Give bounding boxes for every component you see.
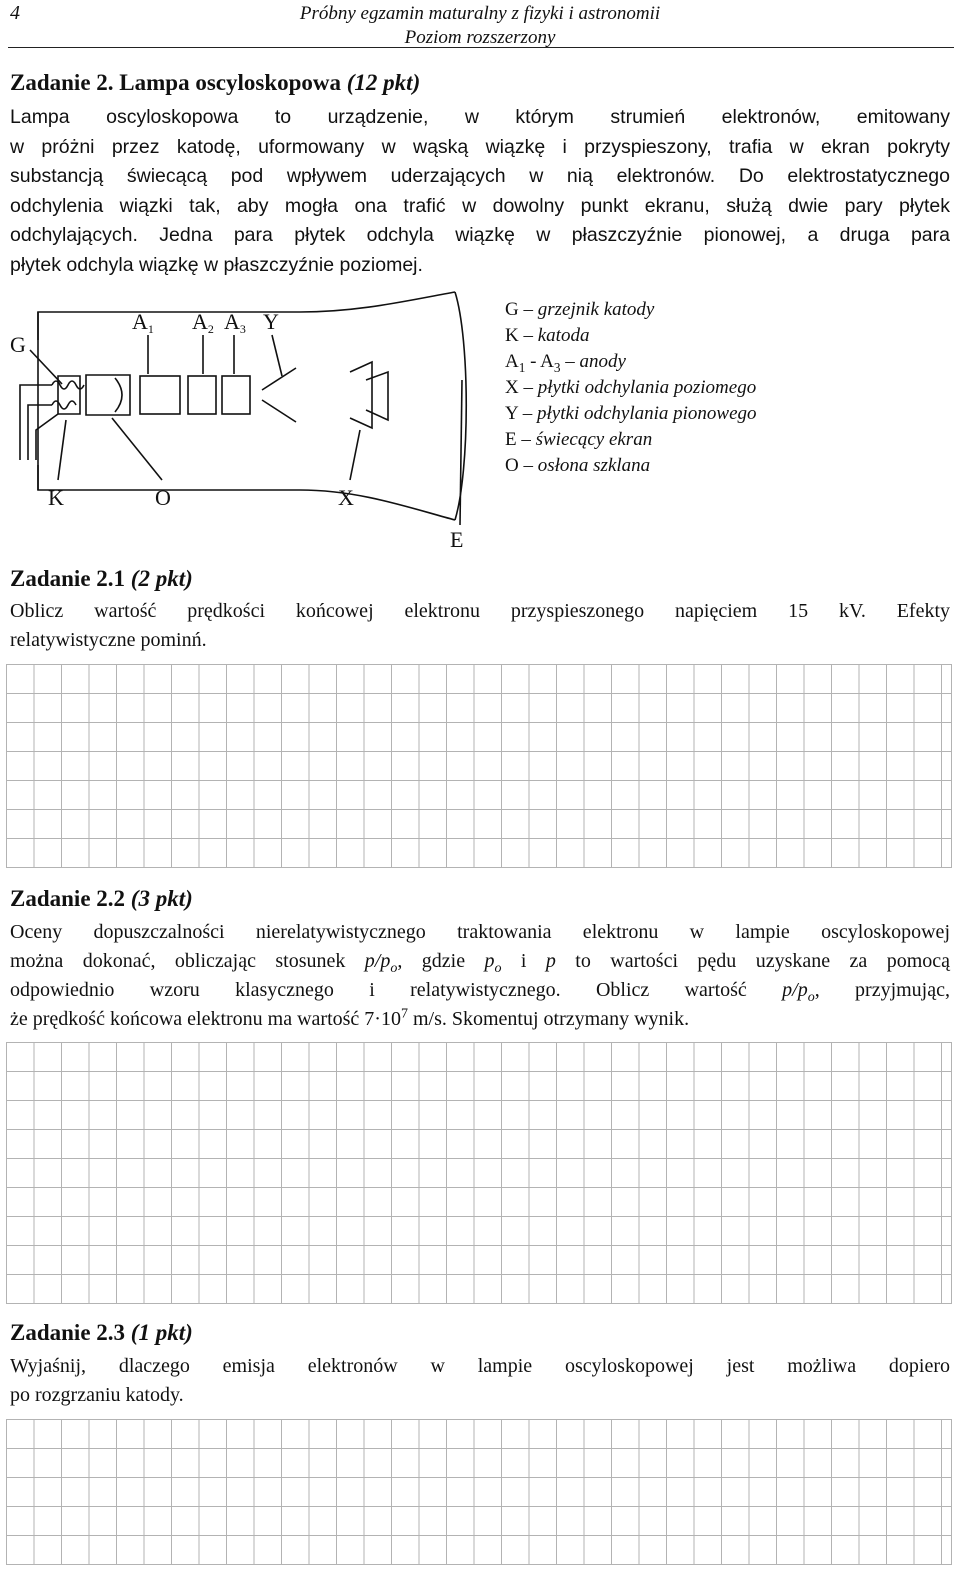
label-a3: A3 [224, 309, 246, 336]
task-line: Wyjaśnij, dlaczego emisja elektronów w lampie oscyloskopowej jest możliwa dopiero [10, 1355, 950, 1377]
anode-a1 [140, 376, 180, 414]
header-title-line1: Próbny egzamin maturalny z fizyki i astronomii [299, 3, 661, 24]
intro-line: płytek odchyla wiązkę w płaszczyźnie poziomej. [10, 253, 423, 276]
legend-row: X – płytki odchylania poziomego [505, 377, 757, 398]
task2-points: (12 pkt) [346, 70, 421, 95]
header-rule [8, 47, 954, 48]
arrow-k [58, 420, 66, 480]
label-o: O [155, 485, 171, 510]
page-header-title [0, 2, 960, 50]
diagram-legend [505, 297, 757, 479]
task-line: odpowiednio wzoru klasycznego i relatywistycznego. Oblicz wartość $p/p_o$, przyjmując, [10, 979, 950, 1005]
intro-line: odchylających. Jedna para płytek odchyla wiązkę w płaszczyźnie pionowej, a druga para [10, 224, 950, 246]
arrow-e [460, 380, 462, 525]
wehnelt-cylinder [86, 375, 130, 415]
task-line: Oceny dopuszczalności nierelatywistycznego traktowania elektronu w lampie oscyloskopowej [10, 921, 950, 943]
heater-wires [20, 385, 58, 460]
task2-2-title: Zadanie 2.2 (3 pkt) [10, 886, 193, 911]
legend-row: E – świecący ekran [505, 429, 653, 450]
answer-grid-2-3[interactable] [6, 1419, 952, 1565]
glass-envelope [38, 292, 455, 520]
task2-title [10, 70, 420, 96]
arrow-y [272, 335, 282, 376]
arrow-o [112, 418, 162, 480]
legend-row: G – grzejnik katody [505, 299, 655, 320]
label-x: X [338, 485, 354, 510]
arrow-x [350, 430, 360, 480]
intro-line: substancją świecącą pod wpływem uderzających w nią elektronów. Do elektrostatycznego [10, 165, 950, 187]
legend-row: O – osłona szklana [505, 455, 651, 476]
task2-1-text [10, 597, 950, 655]
task2-2-text [10, 918, 950, 1034]
plates-y [262, 368, 296, 422]
intro-line: w próżni przez katodę, uformowany w wąską wiązkę i przyspieszony, trafia w ekran pokryty [10, 135, 950, 158]
plates-x [350, 362, 388, 428]
intro-line: odchylenia wiązki tak, aby mogła ona trafić w dowolny punkt ekranu, służą dwie pary płytek [10, 194, 950, 217]
task2-3-text [10, 1352, 950, 1410]
label-y: Y [263, 309, 279, 334]
label-a2: A2 [192, 309, 214, 336]
task-line: że prędkość końcowa elektronu ma wartość $7\cdot 10^7$ m/s. Skomentuj otrzymany wynik. [10, 1006, 690, 1030]
anode-a3 [222, 376, 250, 414]
answer-grid-2-1[interactable] [6, 664, 952, 868]
header-title-line2: Poziom rozszerzony [404, 27, 556, 48]
task-line: Oblicz wartość prędkości końcowej elektronu przyspieszonego napięciem 15 kV. Efekty [10, 600, 950, 622]
oscilloscope-tube-diagram [0, 280, 500, 555]
label-a1: A1 [132, 309, 154, 336]
legend-row: $A_1 - A_3$ – anody [505, 351, 626, 375]
task-line: można dokonać, obliczając stosunek $p/p_o$, gdzie $p_o$ i p to wartości pędu uzyskane za pomocą [10, 950, 951, 976]
task-line: relatywistyczne pominń. [10, 629, 207, 651]
legend-row: K – katoda [505, 325, 590, 346]
legend-row: Y – płytki odchylania pionowego [505, 403, 757, 424]
answer-grid-2-2[interactable] [6, 1042, 952, 1304]
anode-a2 [188, 376, 216, 414]
label-k: K [48, 485, 64, 510]
task2-intro [10, 103, 950, 280]
intro-line: Lampa oscyloskopowa to urządzenie, w którym strumień elektronów, emitowany [10, 106, 950, 128]
label-g: G [10, 332, 26, 357]
arrow-g [30, 350, 62, 384]
label-e: E [450, 527, 464, 552]
task2-1-title: Zadanie 2.1 (2 pkt) [10, 566, 193, 591]
task2-title-text: Zadanie 2. Lampa oscyloskopowa [10, 70, 342, 95]
task2-3-title: Zadanie 2.3 (1 pkt) [10, 1320, 193, 1345]
task-line: po rozgrzaniu katody. [10, 1384, 184, 1406]
page-number: 4 [10, 2, 20, 24]
